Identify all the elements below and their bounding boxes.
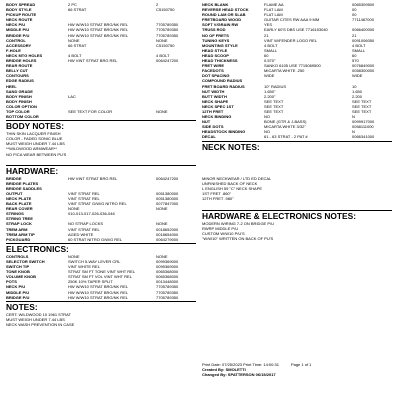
spec-row-value: VINT W/FENDER LOGO REL <box>264 37 318 43</box>
note-line: CERT: WILDWOOD 10 1961 STRAT <box>6 311 71 317</box>
spec-row-label: PICKUP ROUTE <box>6 12 37 18</box>
footer <box>202 362 392 378</box>
spec-row-code: 0091006050 <box>352 37 375 43</box>
spec-row-code: SEE TEXT <box>352 98 372 104</box>
spec-row-label: COLOR OPTION <box>6 103 37 109</box>
electronics-row-label: MIDDLE P/U <box>6 289 30 295</box>
spec-row-code: 2 <box>156 2 159 7</box>
hardware-row-value: HW VINT STRAT BRG REL <box>68 175 118 181</box>
spec-row-label: DOT SPACING <box>202 73 230 79</box>
spec-row-value: 1.650" <box>264 88 276 94</box>
spec-row-label: BODY STYLE <box>6 7 32 13</box>
spec-row-label: HEADSTOCK BINDING <box>202 129 246 135</box>
spec-row-label: HEAD THICKNESS <box>202 58 238 64</box>
note-line: 1ST FRET .860" <box>202 190 232 196</box>
hardware-row-value: VINT STRAT REL <box>68 196 100 201</box>
spec-row <box>202 134 392 139</box>
spec-row-value: NO <box>264 114 270 120</box>
electronics-row <box>6 295 196 300</box>
electronics-row-code: 0065368000 <box>156 274 179 280</box>
spec-row-code: 7705789350 <box>156 27 179 33</box>
electronics-title: ELECTRONICS: <box>6 243 69 254</box>
electronics-row-code: NONE <box>156 253 168 259</box>
spec-row-code: 0076849000 <box>352 63 375 69</box>
spec-row-label: FRETBOARD WOOD <box>202 17 242 23</box>
spec-row-label: BRIDGE P/U <box>6 32 30 38</box>
spec-row-value: 66 STRAT <box>68 7 87 13</box>
note-line: NO P/CA WEAR BETWEEN PU'S <box>6 151 67 157</box>
spec-row-value: SMALL <box>264 47 278 53</box>
spec-row-value: HW VINT STRAT BRG REL <box>68 58 118 64</box>
hardware-row-value: VINT STRAT REL <box>68 226 100 232</box>
spec-row-code: 60 <box>352 52 357 58</box>
spec-row-label: ACCESSORY <box>6 42 32 48</box>
spec-row-value: SANKO 6105 USE 7715069500 <box>264 63 321 69</box>
spec-row-value: FLAME AA <box>264 2 284 7</box>
spec-row-code: 0058111000 <box>352 124 374 130</box>
spec-row-label: BUTT WIDTH <box>202 93 227 99</box>
spec-row-label: NUT <box>202 119 211 125</box>
electronics-row-label: VOLUME KNOB <box>6 274 36 280</box>
electronics-row-label: CONTROLS <box>6 253 29 259</box>
spec-row-code: 7705789350 <box>156 32 179 38</box>
hw-notes <box>202 221 392 241</box>
spec-row-label: F-HOLE <box>6 47 21 53</box>
neck-notes-title: NECK NOTES: <box>202 141 260 152</box>
spec-row-code: 570 <box>352 58 359 64</box>
spec-row-value: 61 - 63 STRAT - 2 PAT # <box>264 134 308 140</box>
spec-row-code: 7705789350 <box>156 22 179 28</box>
spec-row-label: FRET BOARD RADIUS <box>202 83 245 89</box>
page-number: Page 1 of 1 <box>290 362 312 367</box>
right-column <box>202 2 392 241</box>
spec-row-label: NECK BINDING <box>202 114 232 120</box>
spec-row-value: SEE TEXT <box>264 103 284 109</box>
spec-row-value: 66 STRAT <box>68 42 87 48</box>
spec-row-label: BOTTOM COLOR <box>6 114 39 120</box>
spec-row-code: 0064247200 <box>156 58 179 64</box>
spec-row-label: TUNING KEYS <box>202 37 230 43</box>
spec-row-label: NO OF FRETS <box>202 32 229 38</box>
spec-row-value: HW W/W10 STRAT BRG/NK REL <box>68 27 129 33</box>
notes-title: NOTES: <box>6 301 38 312</box>
electronics-row-code: 7705789350 <box>156 289 179 295</box>
electronics-row-code: 0065368000 <box>156 269 179 275</box>
spec-row-value: 2.200" <box>264 93 276 99</box>
hardware-spec-list <box>6 176 196 242</box>
spec-row-label: NECK ROUTE <box>6 17 33 23</box>
spec-row-value: FLAT LAM <box>264 7 283 13</box>
hardware-row-code: 0018654000 <box>156 231 179 237</box>
spec-row-label: NECK SHAPE <box>202 98 229 104</box>
spec-row-code: 0099917000 <box>352 119 375 125</box>
note-line: MUST WEIGH UNDER 7.44 LBS <box>6 316 65 322</box>
spec-row-code: 7711467000 <box>352 17 374 23</box>
body-notes-title: BODY NOTES: <box>6 121 65 132</box>
hardware-row-code: 0064247200 <box>156 175 179 181</box>
note-line: NECK WASH PREVENTION IN CASE <box>6 321 75 327</box>
electronics-row-value: VINT WHITE REL <box>68 264 100 270</box>
spec-row-code: 4 BOLT <box>352 42 366 48</box>
spec-row-value: HW W/W10 STRAT BRG/NK REL <box>68 22 129 28</box>
spec-row-label: EDGE RADIUS <box>6 78 34 84</box>
spec-row-value: 2 PC <box>68 2 77 7</box>
spec-row-label: BODY FINISH <box>6 98 32 104</box>
spec-row-code: N <box>352 129 355 135</box>
spec-row-value: EARLY 60'S DBS USE 7716153040 <box>264 27 328 33</box>
electronics-row-label: POTS <box>6 279 17 285</box>
hw-notes-title: HARDWARE & ELECTRONICS NOTES: <box>202 211 357 221</box>
hardware-row-label: REAR COVER <box>6 206 33 212</box>
spec-sheet <box>6 0 394 400</box>
hardware-row-value: VINT STRAT G/W/G NITRO REL <box>68 201 127 207</box>
left-column <box>6 2 196 327</box>
spec-row-code: C5150750 <box>156 42 175 48</box>
electronics-row-code: 7705789350 <box>156 284 179 290</box>
spec-row-label: HEAD SCOOP <box>202 52 229 58</box>
hardware-row-label: TREM ARM TIP <box>6 231 35 237</box>
electronics-row-label: BRIDGE P/U <box>6 294 30 300</box>
spec-row-label: NECK SPEC 1ST <box>202 103 234 109</box>
note-line: **WILDWOOD ARMWEAR** <box>6 146 57 152</box>
spec-row-value: 4 BOLT <box>264 42 278 48</box>
hardware-row-value: AGED WHITE <box>68 231 94 237</box>
hardware-row-value: NO STRAP LOCKS <box>68 221 104 227</box>
spec-row-label: REVERSE HEAD STOCK <box>202 7 249 13</box>
spec-row-label: HEAD STYLE <box>202 47 228 53</box>
spec-row-value: MICARTA WHITE .250 <box>264 68 305 74</box>
electronics-row-label: TONE KNOB <box>6 269 30 275</box>
spec-row-label: HEEL <box>6 83 17 89</box>
hardware-row-code: 0064279000 <box>156 236 179 242</box>
print-date: Print Date: 07/25/2023 Print Time: 14:00:31 <box>202 362 279 367</box>
hardware-row-label: BRIDGE PLATES <box>6 180 39 186</box>
hardware-row-code: 0018652000 <box>156 226 179 232</box>
spec-row-code: NONE <box>156 37 168 43</box>
spec-row-label: FRET WIRE <box>202 63 224 69</box>
note-line: MINOR NECKWEAR / LTD ED DECAL <box>202 175 272 181</box>
spec-row-value: 10" RADIUS <box>264 83 287 89</box>
spec-row-value: LAC <box>68 93 76 99</box>
spec-row-value: 4 BOLT <box>68 52 82 58</box>
spec-row-code <box>156 114 196 119</box>
hardware-row-label: NECK PLATE <box>6 196 32 201</box>
spec-row-label: CONTROL <box>6 37 26 43</box>
spec-row-label: 12TH FRET <box>202 108 224 114</box>
hardware-row-value: NONE <box>68 206 80 212</box>
note-line: UNFINISHED BACK OF NECK <box>202 180 258 186</box>
hardware-row-value: 60 STRAT NITRO G/W/G REL <box>68 236 123 242</box>
electronics-row-label: SWITCH TIP <box>6 264 30 270</box>
spec-row-value: FLAT LAM <box>264 12 283 18</box>
spec-row-code: 1.650 <box>352 88 363 94</box>
spec-row-code: C5150750 <box>156 7 175 13</box>
hardware-row-label: STRAP LOCK <box>6 221 32 227</box>
neck-spec-list <box>202 2 392 140</box>
spec-row-value: BONE (GTR & J-BASS) <box>264 119 307 125</box>
spec-row-value: 0.570" <box>264 58 276 64</box>
spec-row-label: NECK BLANK <box>202 2 229 7</box>
spec-row-label: NUT WIDTH <box>202 88 225 94</box>
spec-row-label: SIDE DOTS <box>202 124 224 130</box>
spec-row-value: 60 <box>264 52 269 58</box>
spec-row-value: SEE TEXT <box>264 98 284 104</box>
spec-row-value: SEE TEXT FOR COLOR <box>68 108 113 114</box>
spec-row-code: 21 <box>352 32 357 38</box>
spec-row-code: 10 <box>352 83 357 89</box>
spec-row-code: SMALL <box>352 47 366 53</box>
spec-row-value <box>68 114 156 119</box>
spec-row-code: 0066400000 <box>352 27 375 33</box>
spec-row-code: N <box>352 114 355 120</box>
hardware-row-code: 0051380000 <box>156 196 179 201</box>
hardware-row-value: VINT STRAT REL <box>68 190 100 196</box>
hardware-row-code: NONE <box>156 221 168 227</box>
note-line: "W/W10" WRITTEN ON BACK OF PU'S <box>202 236 274 242</box>
neck-notes <box>202 176 392 201</box>
spec-row-code: SEE TEXT <box>352 108 372 114</box>
spec-row-label: MIDDLE P/U <box>6 27 30 33</box>
spec-row-code: 00 <box>352 7 357 13</box>
electronics-row-value: STRAT SM FT TONE VINT WHT REL <box>68 269 136 275</box>
note-line: RWRP MIDDLE P/U <box>202 226 239 232</box>
spec-row-label: ROUND LAM OR SLAB <box>202 12 246 18</box>
spec-row-label: COMPOUND RADIUS <box>202 78 243 84</box>
electronics-row-value: NONE <box>68 253 80 259</box>
changed-by: Changed By: SPATTERSON 06/15/2017 <box>202 372 276 378</box>
electronics-row-value: HW W/W10 STRAT BRG/NK REL <box>68 294 129 300</box>
spec-row <box>6 114 196 119</box>
spec-row-label: CONTOURS <box>6 73 29 79</box>
spec-row-code: 0058300000 <box>352 68 375 74</box>
spec-row-label: NECK MTG HOLES <box>6 52 43 58</box>
spec-row-value: YES <box>264 22 273 28</box>
hardware-row-label: OUTPUT <box>6 190 23 196</box>
spec-row-value: 21 <box>264 32 269 38</box>
spec-row-label: BODY SPREAD <box>6 2 36 7</box>
hardware-row <box>6 237 196 242</box>
hardware-row-value: 010-013-017-026-036-046 <box>68 211 115 217</box>
created-by: Created By: SMOLETTI <box>202 367 246 373</box>
spec-row-label: BELLY CUT <box>6 68 29 74</box>
hardware-row-label: BACK PLATE <box>6 201 32 207</box>
spec-row-label: SOFT V/GRAIN RW <box>202 22 239 28</box>
spec-row-value: NONE <box>68 37 80 43</box>
hardware-row-label: PICKGUARD <box>6 236 31 242</box>
spec-row-label: REAR ROUTE <box>6 63 33 69</box>
electronics-row-code: 0099369000 <box>156 258 179 264</box>
spec-row-value: MICARTA WHITE 3/32" <box>264 124 306 130</box>
note-line: 12TH FRET .980" <box>202 195 234 201</box>
hardware-row-label: STRINGS <box>6 211 24 217</box>
hardware-row-label: BRIDGE SADDLES <box>6 185 42 191</box>
body-spec-list <box>6 2 196 119</box>
spec-row-label: BODY FINISH <box>6 93 32 99</box>
note-line: THIN SKIN LACQUER FINISH <box>6 131 61 137</box>
hardware-row-code: 0051380000 <box>156 190 179 196</box>
notes <box>6 312 196 327</box>
electronics-row-value: HW W/W10 STRAT BRG/NK REL <box>68 289 129 295</box>
electronics-row-label: SELECTOR SWITCH <box>6 258 45 264</box>
spec-row-value: SEE TEXT <box>264 108 284 114</box>
spec-row-code: 0066341000 <box>352 134 375 140</box>
hardware-row-code: 0077847000 <box>156 201 179 207</box>
electronics-row-code: 0099369000 <box>156 264 179 270</box>
spec-row-code: 2.200 <box>352 93 363 99</box>
spec-row-label: TOP COLOR <box>6 108 30 114</box>
spec-row-label: MOUNTING STYLE <box>202 42 238 48</box>
spec-row-label: SAND GRADE <box>6 88 33 94</box>
electronics-row-label: NECK P/U <box>6 284 26 290</box>
electronics-spec-list <box>6 254 196 300</box>
electronics-row-value: SWITCH 5-WAY LEVER CRL <box>68 258 121 264</box>
hardware-row-label: STRING TREE <box>6 216 33 222</box>
note-line: MODERN WIRING 7-2 ON BRIDGE P/U <box>202 221 275 226</box>
spec-row-value: HW W/W10 STRAT BRG/NK REL <box>68 32 129 38</box>
electronics-row-value: HW W/W10 STRAT BRG/NK REL <box>68 284 129 290</box>
spec-row-code: WIDE <box>352 73 363 79</box>
electronics-row-code: 0013448000 <box>156 279 179 285</box>
note-line: CUSTOM W/W10 P/U'S <box>202 231 245 237</box>
note-line: COLOR - FADED SONIC BLUE <box>6 136 63 142</box>
hardware-row-code: NONE <box>156 206 168 212</box>
spec-row-value: WIDE <box>264 73 275 79</box>
spec-row-code: 4 BOLT <box>156 52 170 58</box>
note-line: MUST WEIGH UNDER 7.44 LBS <box>6 141 65 147</box>
electronics-row-value: STRAT SM FT VOL VINT WHT REL <box>68 274 132 280</box>
electronics-row-code: 7705789350 <box>156 294 179 300</box>
spec-row-label: BRIDGE HOLES <box>6 58 37 64</box>
spec-row-value: NO <box>264 129 270 135</box>
spec-row-label: TRUSS ROD <box>202 27 226 33</box>
hardware-title: HARDWARE: <box>6 165 59 176</box>
spec-row-code: NONE <box>156 108 168 114</box>
spec-row-label: NECK P/U <box>6 22 26 28</box>
spec-row-code: 0065309500 <box>352 2 375 7</box>
spec-row-value: GUITAR CITES RW AAA 9 MM <box>264 17 320 23</box>
electronics-row-value: 250K 10% TAPER SPLIT <box>68 279 113 285</box>
body-notes <box>6 131 196 156</box>
hardware-row-label: BRIDGE <box>6 175 22 181</box>
spec-row-code: 00 <box>352 12 357 18</box>
spec-row-code: SEE TEXT <box>352 103 372 109</box>
hardware-row-label: TREM ARM <box>6 226 28 232</box>
note-line: L ENGLISH 59 "C" NECK SHAPE <box>202 185 263 191</box>
spec-row-label: DECAL <box>202 134 216 140</box>
spec-row-label: FACEDOTS <box>202 68 224 74</box>
